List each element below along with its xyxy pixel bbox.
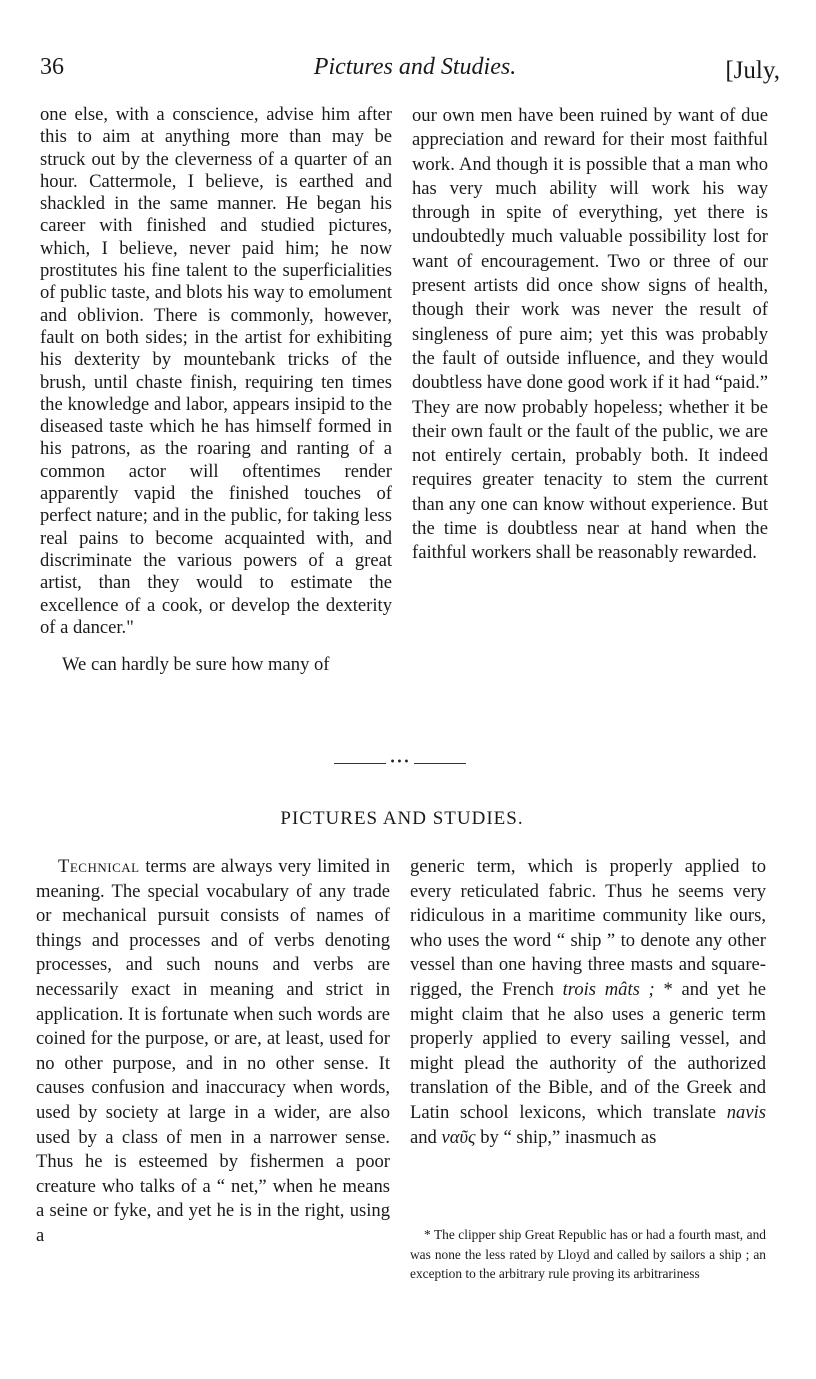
footnote: [410, 1225, 766, 1284]
top-right-column: [412, 104, 768, 566]
section-divider: [334, 757, 466, 769]
paragraph: [36, 855, 390, 1249]
article-right-column: [410, 855, 766, 1150]
text-part: and: [410, 1126, 442, 1148]
top-left-column: [40, 104, 392, 677]
text-part: * and yet he might claim that he also uses a generic term properly applied to every sailing vessel, and might plead the authority of the authorized translation of the Bible, and of the Greek and Latin school lexicons, which translate: [410, 978, 766, 1123]
paragraph: [410, 855, 766, 1150]
article-left-column: [36, 855, 390, 1249]
footnote-text: * The clipper ship Great Republic has or had a fourth mast, and was none the less rated by Lloyd and called by sailors a ship ; an exception to the arbitrary rule proving its arbitrariness: [410, 1227, 766, 1281]
paragraph: We can hardly be sure how many of: [62, 654, 330, 676]
divider-ornament: •••: [389, 757, 411, 768]
divider-rule-left: [334, 763, 386, 764]
italic-term: navis: [726, 1101, 766, 1123]
lead-word: Technical: [58, 856, 140, 877]
italic-term: ναῦς: [441, 1126, 476, 1148]
text-part: generic term, which is properly applied to every reticulated fabric. Thus he seems very ridiculous in a maritime community like ours, who uses the word “ ship ” to denote any other vessel than one having three masts and square-rigged, the French: [410, 856, 766, 1000]
paragraph-text: terms are always very limited in meaning. The special vocabulary of any trade or mechanical pursuit consists of names of things and processes and of verbs denoting processes, and such nouns and verbs are necessarily exact in meaning and strict in application. It is fortunate when such words are coined for the purpose, or are, at least, used for no other purpose, and in no other sense. It causes confusion and inaccuracy when words, used by society at large in a wider, are also used by a class of men in a narrower sense. Thus he is esteemed by fishermen a poor creature who talks of a “ net,” when he means a seine or fyke, and yet he is in the right, using a: [36, 856, 390, 1246]
divider-rule-right: [414, 763, 466, 764]
page-number: 36: [40, 54, 64, 80]
running-title: Pictures and Studies.: [313, 54, 517, 80]
text-part: by “ ship,” inasmuch as: [475, 1126, 657, 1148]
article-title: PICTURES AND STUDIES.: [280, 808, 524, 829]
paragraph: one else, with a conscience, advise him after this to aim at anything more than may be struck out by the cleverness of a quarter of an hour. Cattermole, I believe, is earthed and shackled in the same manner. He began his career with finished and studied pictures, which, I believe, never paid him; he now prostitutes his fine talent to the superficialities of public taste, and blots his way to emolument and oblivion. There is commonly, however, fault on both sides; in the artist for exhibiting his dexterity by mountebank tricks of the brush, until chaste finish, requiring ten times the knowledge and labor, appears insipid to the diseased taste which he has himself formed in his patrons, as the roaring and ranting of a common actor will oftentimes render apparently vapid the finished touches of perfect nature; and in the public, for taking less real pains to become acquainted with, and discriminate the various powers of a great artist, than they would to estimate the excellence of a cook, or develop the dexterity of a dancer.": [40, 104, 392, 638]
paragraph: our own men have been ruined by want of due appreciation and reward for their most faithful work. And though it is possible that a man who has very much ability will work his way through in spite of everything, yet there is undoubtedly much valuable possibility lost for want of encouragement. Two or three of our present artists did once show signs of health, though their work was never the result of singleness of pure aim; yet this was probably the fault of outside influence, and they would doubtless have done good work if it had “paid.” They are now probably hopeless; whether it be their own fault or the fault of the public, we are not entirely certain, probably both. It indeed requires greater tenacity to stem the current than any one can know without experience. But the time is doubtless near at hand when the faithful workers shall be reasonably rewarded.: [412, 105, 768, 564]
italic-term: trois mâts ;: [562, 978, 655, 1000]
date-mark: [July,: [725, 57, 780, 84]
